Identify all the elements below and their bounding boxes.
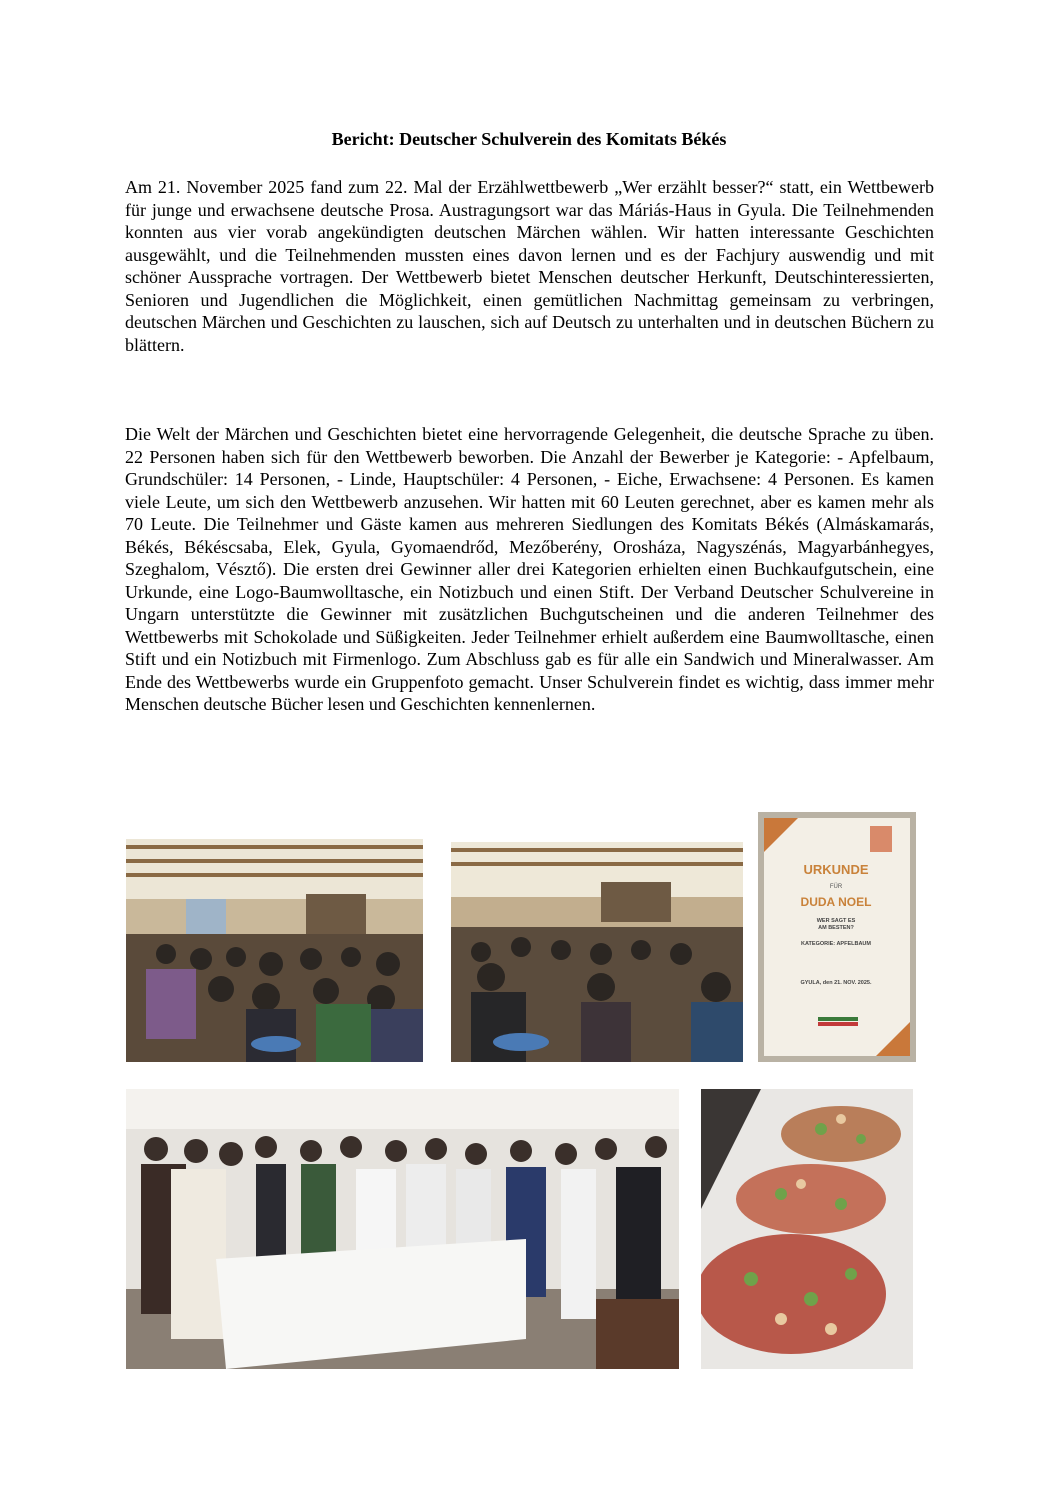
photo-certificate: [758, 812, 916, 1062]
paragraph-details: Die Welt der Märchen und Geschichten bietet eine hervorragende Gelegenheit, die deutsche Sprache zu üben. 22 Personen haben sich für den Wettbewerb beworben. Die Anzahl der Bewerber je Kategorie: - Apfelbaum, Grundschüler: 14 Personen, - Linde, Hauptschüler: 4 Personen, - Eiche, Erwachsene: 4 Personen. Es kamen viele Leute, um sich den Wettbewerb anzusehen. Wir hatten mit 60 Leuten gerechnet, aber es kamen mehr als 70 Leute. Die Teilnehmer und Gäste kamen aus mehreren Siedlungen des Komitats Békés (Almáskamarás, Békés, Békéscsaba, Elek, Gyula, Gyomaendrőd, Mezőberény, Orosháza, Nagyszénás, Magyarbánhegyes, Szeghalom, Vésztő). Die ersten drei Gewinner aller drei Kategorien erhielten einen Buchkaufgutschein, eine Urkunde, eine Logo-Baumwolltasche, ein Notizbuch und einen Stift. Der Verband Deutscher Schulvereine in Ungarn unterstützte die Gewinner mit zusätzlichen Buchgutscheinen und die anderen Teilnehmer des Wettbewerbs mit Schokolade und Süßigkeiten. Jeder Teilnehmer erhielt außerdem eine Baumwolltasche, einen Stift und ein Notizbuch mit Firmenlogo. Zum Abschluss gab es für alle ein Sandwich und Mineralwasser. Am Ende des Wettbewerbs wurde ein Gruppenfoto gemacht. Unser Schulverein findet es wichtig, dass immer mehr Menschen deutsche Bücher lesen und Geschichten kennenlernen.: [125, 424, 934, 714]
certificate-name: DUDA NOEL: [800, 895, 872, 909]
paragraph-intro: Am 21. November 2025 fand zum 22. Mal der Erzählwettbewerb „Wer erzählt besser?“ statt, ein Wettbewerb für junge und erwachsene deutsche Prosa. Austragungsort war das Máriás-Haus in Gyula. Die Teilnehmenden konnten aus vier vorab angekündigten deutschen Märchen wählen. Wir hatten interessante Geschichten ausgewählt, und die Teilnehmenden mussten eines davon lernen und es der Fachjury auswendig und mit schöner Aussprache vortragen. Der Wettbewerb bietet Menschen deutscher Herkunft, Deutschinteressierten, Senioren und Jugendlichen die Möglichkeit, einen gemütlichen Nachmittag gemeinsam zu verbringen, deutschen Märchen und Geschichten zu lauschen, sich auf Deutsch zu unterhalten und in deutschen Büchern zu blättern.: [125, 177, 934, 355]
page-title: Bericht: Deutscher Schulverein des Komitats Békés: [331, 129, 727, 149]
photo-audience-right: [451, 842, 743, 1062]
certificate-heading: URKUNDE: [803, 862, 869, 877]
certificate-place-date: GYULA, den 21. NOV. 2025.: [800, 980, 872, 986]
certificate-category: KATEGORIE: APFELBAUM: [801, 941, 871, 947]
photo-sandwiches: [701, 1089, 913, 1369]
certificate-line1: WER SAGT ES: [816, 918, 856, 924]
photo-audience-left: [126, 839, 423, 1062]
certificate-fuer: FÜR: [829, 884, 843, 890]
photo-group: [126, 1089, 679, 1369]
certificate-line2: AM BESTEN?: [818, 925, 854, 931]
